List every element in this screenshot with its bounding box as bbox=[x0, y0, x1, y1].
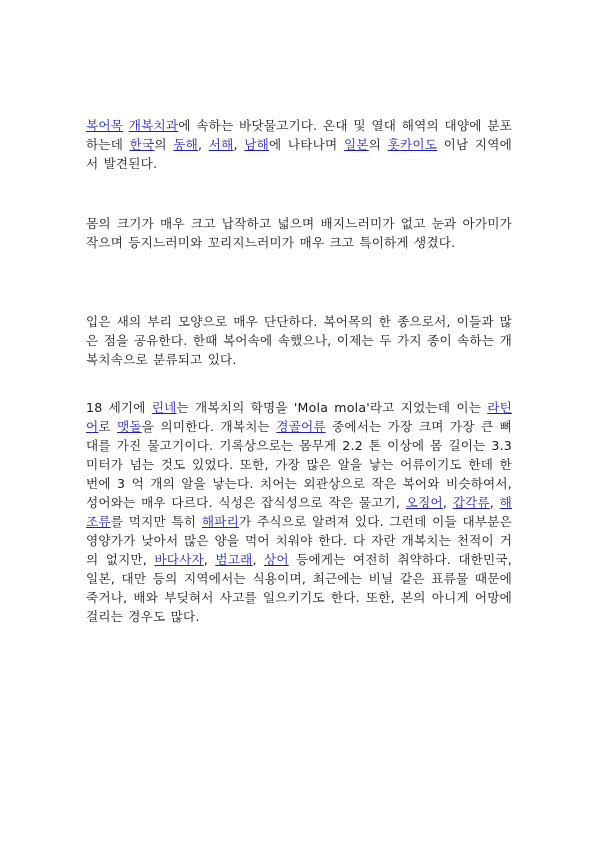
body-text: 에 나타나며 bbox=[269, 136, 344, 152]
term-link[interactable]: 남해 bbox=[244, 136, 270, 152]
body-text: 몸의 크기가 매우 크고 납작하고 넓으며 배지느러미가 없고 눈과 아가미가 작으며 등지느러미와 꼬리지느러미가 매우 크고 특이하게 생겼다. bbox=[86, 215, 512, 250]
term-link[interactable]: 라틴어 bbox=[86, 399, 513, 434]
term-link[interactable]: 한국 bbox=[129, 136, 155, 152]
term-link[interactable]: 동해 bbox=[173, 136, 199, 152]
body-text: 등에게는 여전히 취약하다. 대한민국, 일본, 대만 등의 지역에서는 식용이며, 최근에는 비닐 같은 표류물 때문에 죽거나, 배와 부딪혀서 사고를 일으키기도 한다. 또한, 본의 아니게 어망에 걸리는 경우도 많다. bbox=[86, 551, 512, 624]
body-text: 을 의미한다. 개복치는 bbox=[141, 418, 277, 434]
term-link[interactable]: 경골어류 bbox=[276, 418, 326, 434]
term-link[interactable]: 갑각류 bbox=[452, 494, 490, 510]
body-text: 18 세기에 bbox=[86, 399, 152, 415]
body-text: , bbox=[203, 551, 216, 567]
body-text: 를 먹지만 특히 bbox=[110, 513, 202, 529]
body-text: , bbox=[252, 551, 265, 567]
term-link[interactable]: 서해 bbox=[208, 136, 234, 152]
body-text: 는 개복치의 학명을 'Mola mola'라고 지었는데 이는 bbox=[176, 399, 488, 415]
body-text: 중에서는 가장 크며 가장 큰 뼈대를 가진 물고기이다. 기록상으로는 몸무게 2.2 톤 이상에 몸 길이는 3.3 미터가 넘는 것도 있었다. 또한, 가장 많은 알을 낳는 어류이기도 한데 한 번에 3 억 개의 알을 낳는다. 치어는 외관상으로 작은 복어와 비슷하여서, 성어와는 매우 다르다. 식성은 잡식성으로 작은 물고기, bbox=[86, 418, 512, 510]
paragraph-mouth-classification bbox=[86, 312, 512, 369]
term-link[interactable]: 린네 bbox=[151, 399, 177, 415]
body-text: , bbox=[198, 136, 209, 152]
body-text: 이남 지역에서 발견된다. bbox=[86, 136, 512, 171]
term-link[interactable]: 개복치과 bbox=[128, 117, 179, 133]
term-link[interactable]: 오징어 bbox=[405, 494, 443, 510]
term-link[interactable]: 해파리 bbox=[201, 513, 239, 529]
paragraph-distribution bbox=[86, 116, 512, 173]
body-text: 로 bbox=[98, 418, 118, 434]
term-link[interactable]: 해조류 bbox=[86, 494, 512, 529]
term-link[interactable]: 일본 bbox=[343, 136, 369, 152]
term-link[interactable]: 복어목 bbox=[86, 117, 124, 133]
paragraph-body-shape bbox=[86, 214, 512, 252]
body-text: 에 속하는 바닷물고기다. 온대 및 열대 해역의 대양에 분포하는데 bbox=[86, 117, 512, 152]
body-text: , bbox=[442, 494, 453, 510]
body-text: 의 bbox=[368, 136, 388, 152]
body-text: 입은 새의 부리 모양으로 매우 단단하다. 복어목의 한 종으로서, 이들과 많은 점을 공유한다. 한때 복어속에 속했으나, 이제는 두 가지 종이 속하는 개복치속으로 분류되고 있다. bbox=[86, 313, 512, 367]
term-link[interactable]: 범고래 bbox=[215, 551, 253, 567]
term-link[interactable]: 바다사자 bbox=[154, 551, 204, 567]
paragraph-naming-and-ecology bbox=[86, 398, 512, 626]
body-text: , bbox=[489, 494, 500, 510]
body-text: 가 주식으로 알려져 있다. 그런데 이들 대부분은 영양가가 낮아서 많은 양을 먹어 치워야 한다. 다 자란 개복치는 천적이 거의 없지만, bbox=[86, 513, 512, 567]
term-link[interactable]: 상어 bbox=[264, 551, 289, 567]
body-text: 의 bbox=[154, 136, 174, 152]
term-link[interactable]: 홋카이도 bbox=[387, 136, 438, 152]
body-text: , bbox=[233, 136, 245, 152]
term-link[interactable]: 맷돌 bbox=[117, 418, 142, 434]
